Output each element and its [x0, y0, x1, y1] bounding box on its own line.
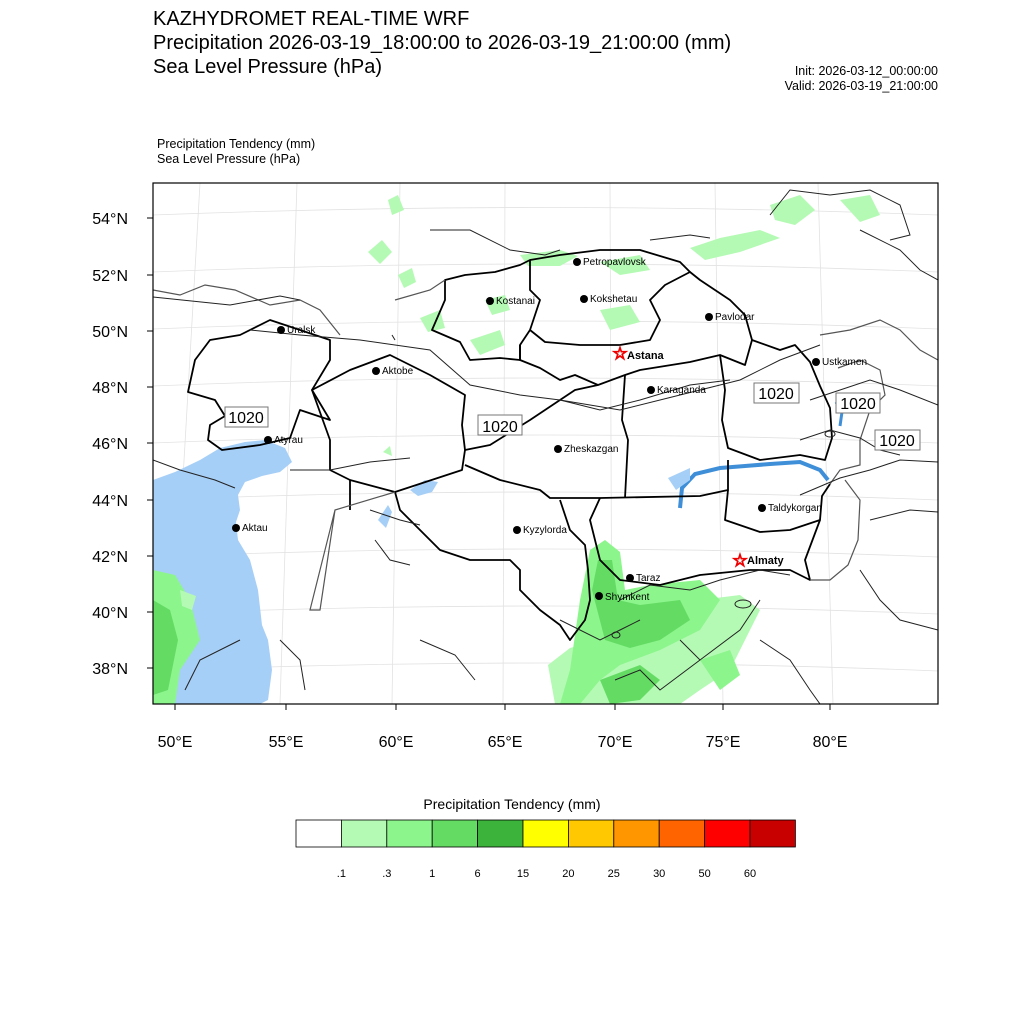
lon-tick-label: 55°E	[268, 734, 304, 751]
colorbar-swatch	[296, 820, 341, 847]
isobar-label: 1020	[879, 433, 915, 450]
city-label-kokshetau: Kokshetau	[590, 294, 638, 305]
city-marker-aktobe	[372, 367, 380, 375]
precip-light-north	[368, 195, 880, 456]
city-marker-kostanai	[486, 297, 494, 305]
city-label-astana: Astana	[627, 350, 664, 362]
city-marker-uralsk	[277, 326, 285, 334]
lat-tick-label: 46°N	[92, 436, 128, 453]
isobar-label: 1020	[758, 386, 794, 403]
city-label-shymkent: Shymkent	[605, 592, 650, 603]
lat-tick-label: 42°N	[92, 549, 128, 566]
city-marker-zheskazgan	[554, 445, 562, 453]
city-marker-kyzylorda	[513, 526, 521, 534]
init-time: Init: 2026-03-12_00:00:00	[794, 64, 938, 78]
colorbar-swatch	[478, 820, 523, 847]
colorbar-title: Precipitation Tendency (mm)	[423, 796, 601, 812]
lake-balkhash	[680, 462, 828, 508]
city-marker-ustkamen	[812, 358, 820, 366]
colorbar-swatch	[432, 820, 477, 847]
city-marker-taldykorgan	[758, 504, 766, 512]
map-title: KAZHYDROMET REAL-TIME WRF	[153, 8, 470, 30]
lon-tick-label: 75°E	[705, 734, 741, 751]
lat-tick-label: 50°N	[92, 324, 128, 341]
isobar-label: 1020	[840, 396, 876, 413]
lat-tick-label: 54°N	[92, 211, 128, 228]
colorbar-swatch	[523, 820, 568, 847]
lat-tick-label: 38°N	[92, 661, 128, 678]
colorbar-tick-label: 25	[607, 868, 620, 880]
colorbar-swatch	[387, 820, 432, 847]
city-label-atyrau: Atyrau	[274, 435, 303, 446]
map-title-precip-period: Precipitation 2026-03-19_18:00:00 to 2026-03-19_21:00:00 (mm)	[153, 32, 732, 54]
city-label-aktau: Aktau	[242, 523, 268, 534]
lon-tick-label: 70°E	[597, 734, 633, 751]
lon-tick-label: 65°E	[487, 734, 523, 751]
colorbar-tick-label: .3	[382, 868, 392, 880]
colorbar-tick-label: 6	[474, 868, 481, 880]
city-marker-kokshetau	[580, 295, 588, 303]
city-label-uralsk: Uralsk	[287, 325, 316, 336]
city-label-kyzylorda: Kyzylorda	[523, 525, 567, 536]
city-label-petropavlovsk: Petropavlovsk	[583, 257, 646, 268]
map-plot-area	[153, 183, 938, 704]
colorbar-tick-label: 50	[698, 868, 711, 880]
colorbar-swatch	[614, 820, 659, 847]
field-label-precip: Precipitation Tendency (mm)	[157, 137, 316, 151]
colorbar-tick-label: 60	[743, 868, 757, 880]
field-label-slp: Sea Level Pressure (hPa)	[157, 152, 301, 166]
map-title-slp: Sea Level Pressure (hPa)	[153, 56, 383, 78]
longitude-axis	[158, 704, 848, 751]
lon-tick-label: 50°E	[157, 734, 193, 751]
city-label-zheskazgan: Zheskazgan	[564, 444, 619, 455]
city-marker-shymkent	[595, 592, 603, 600]
city-label-kostanai: Kostanai	[496, 296, 535, 307]
colorbar-labels	[337, 868, 756, 880]
lat-tick-label: 48°N	[92, 380, 128, 397]
city-label-taraz: Taraz	[636, 573, 661, 584]
city-label-almaty: Almaty	[747, 555, 784, 567]
city-label-karaganda: Karaganda	[657, 385, 706, 396]
latitude-axis	[92, 211, 153, 678]
colorbar-tick-label: 30	[653, 868, 666, 880]
lat-tick-label: 52°N	[92, 268, 128, 285]
isobar-label: 1020	[482, 419, 518, 436]
colorbar-tick-label: 20	[562, 868, 575, 880]
star-icon: ☆	[612, 344, 628, 363]
precip-south	[548, 540, 760, 704]
city-marker-taraz	[626, 574, 634, 582]
star-icon: ☆	[732, 551, 748, 570]
colorbar	[296, 820, 795, 847]
city-label-aktobe: Aktobe	[382, 366, 414, 377]
colorbar-swatch	[659, 820, 704, 847]
isobar-label: 1020	[228, 410, 264, 427]
colorbar-swatch	[341, 820, 386, 847]
valid-time: Valid: 2026-03-19_21:00:00	[784, 79, 938, 93]
city-label-ustkamen: Ustkamen	[822, 357, 868, 368]
city-marker-aktau	[232, 524, 240, 532]
colorbar-swatch	[750, 820, 795, 847]
city-marker-karaganda	[647, 386, 655, 394]
colorbar-swatch	[568, 820, 613, 847]
colorbar-tick-label: 15	[516, 868, 530, 880]
lat-tick-label: 44°N	[92, 493, 128, 510]
city-label-pavlodar: Pavlodar	[715, 312, 755, 323]
city-label-taldykorgan: Taldykorgan	[768, 503, 822, 514]
colorbar-swatch	[705, 820, 750, 847]
city-marker-atyrau	[264, 436, 272, 444]
city-marker-pavlodar	[705, 313, 713, 321]
lon-tick-label: 60°E	[378, 734, 414, 751]
city-marker-petropavlovsk	[573, 258, 581, 266]
lon-tick-label: 80°E	[812, 734, 848, 751]
lat-tick-label: 40°N	[92, 605, 128, 622]
colorbar-tick-label: 1	[429, 868, 436, 880]
colorbar-tick-label: .1	[336, 868, 346, 880]
